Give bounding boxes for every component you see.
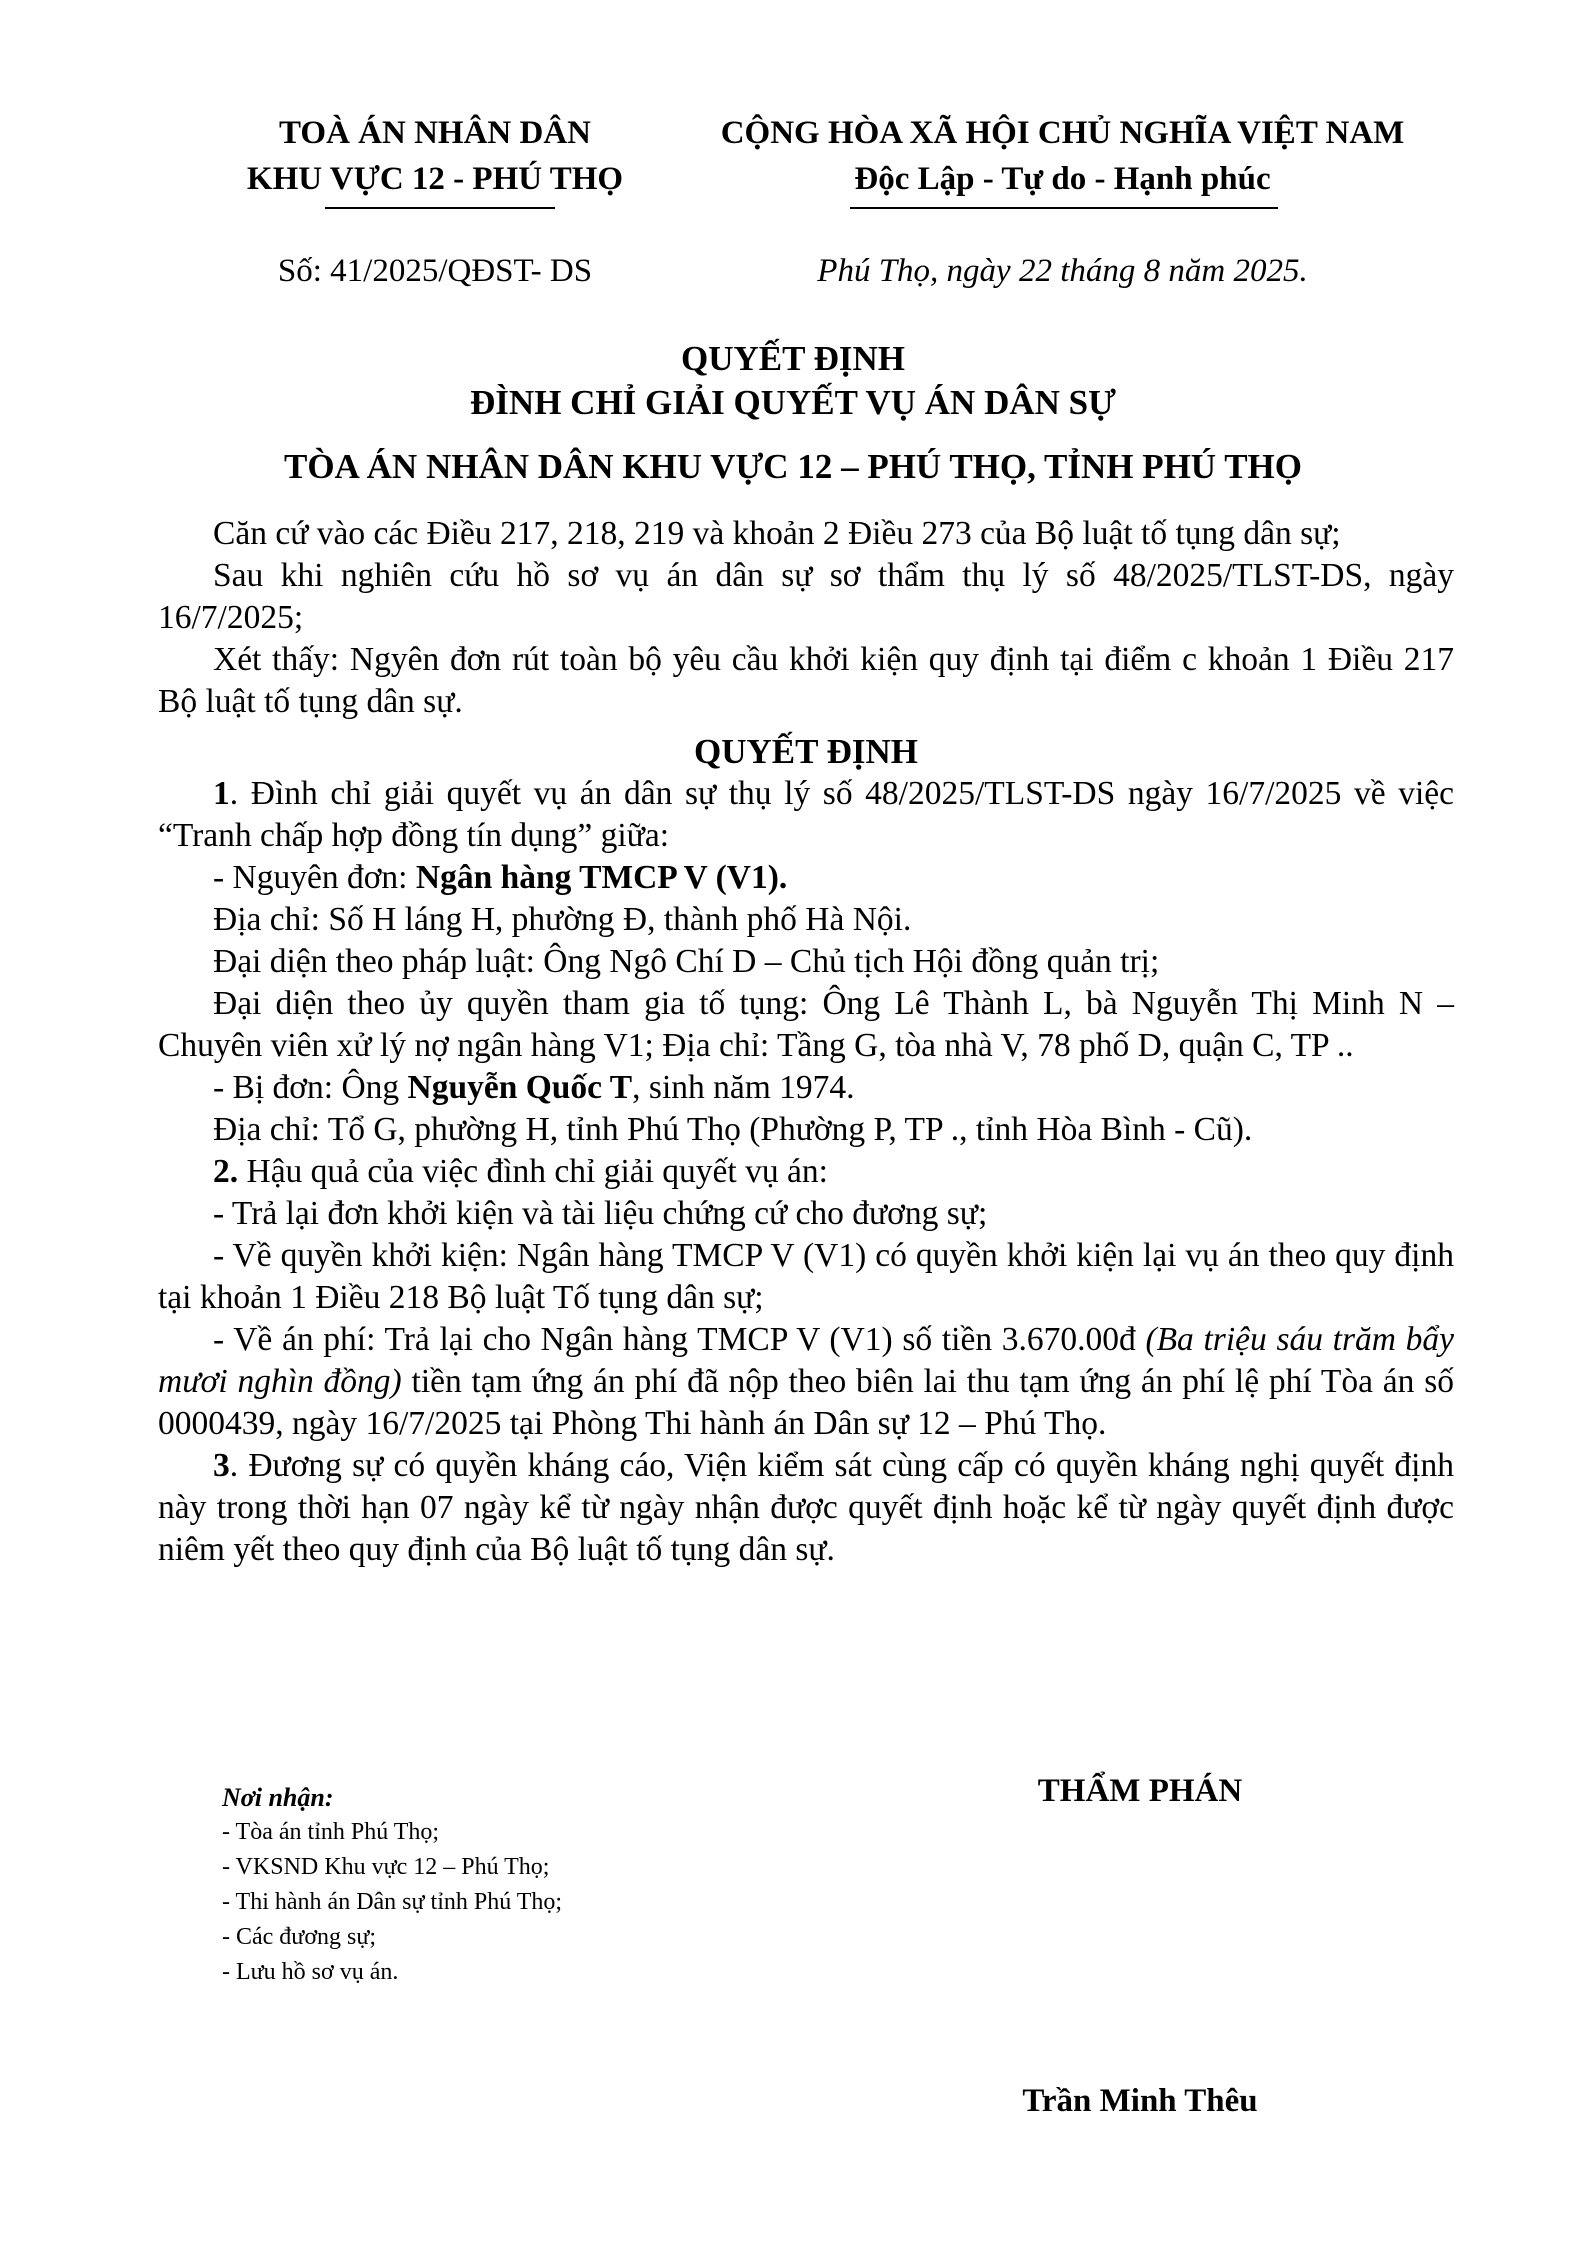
document-number: Số: 41/2025/QĐST- DS: [277, 253, 593, 289]
finding-paragraph: Xét thấy: Ngyên đơn rút toàn bộ yêu cầu khởi kiện quy định tại điểm c khoản 1 Điều 217 Bộ luật tố tụng dân sự.: [158, 641, 1454, 720]
plaintiff-line: [158, 857, 1454, 899]
recipients-block: [222, 1780, 822, 1990]
signer-title: THẨM PHÁN: [1037, 1773, 1243, 1809]
court-name-line2: KHU VỰC 12 - PHÚ THỌ: [246, 161, 624, 197]
plaintiff-legal-rep: Đại diện theo pháp luật: Ông Ngô Chí D – Chủ tịch Hội đồng quản trị;: [213, 943, 1160, 980]
decision-item-1: [158, 773, 1454, 857]
document-subtitle: ĐÌNH CHỈ GIẢI QUYẾT VỤ ÁN DÂN SỰ: [470, 383, 1116, 422]
plaintiff-authorized-rep: Đại diện theo ủy quyền tham gia tố tụng: Ông Lê Thành L, bà Nguyễn Thị Minh N – Chuyên viên xử lý nợ ngân hàng V1; Địa chỉ: Tầng G, tòa nhà V, 78 phố D, quận C, TP ..: [158, 985, 1454, 1064]
plaintiff-label: - Nguyên đơn:: [213, 859, 416, 896]
basis-paragraph: Căn cứ vào các Điều 217, 218, 219 và khoản 2 Điều 273 của Bộ luật tố tụng dân sự;: [213, 515, 1341, 552]
defendant-label: - Bị đơn: Ông: [213, 1069, 408, 1106]
country-name: CỘNG HÒA XÃ HỘI CHỦ NGHĨA VIỆT NAM: [720, 115, 1405, 151]
document-title: QUYẾT ĐỊNH: [681, 339, 905, 378]
national-header: [690, 110, 1435, 202]
fee-amount-words: (Ba triệu sáu trăm bẩy mươi nghìn đồng): [158, 1321, 1454, 1400]
issuing-court: TÒA ÁN NHÂN DÂN KHU VỰC 12 – PHÚ THỌ, TỈNH PHÚ THỌ: [283, 447, 1302, 486]
court-underline: [325, 207, 555, 209]
decision-heading: QUYẾT ĐỊNH: [694, 732, 918, 771]
item-text: . Đương sự có quyền kháng cáo, Viện kiểm sát cùng cấp có quyền kháng nghị quyết định này trong thời hạn 07 ngày kể từ ngày nhận được quyết định hoặc kể từ ngày quyết định được niêm yết theo quy định của Bộ luật tố tụng dân sự.: [158, 1447, 1454, 1568]
defendant-birth: , sinh năm 1974.: [632, 1069, 855, 1106]
recipient-item: - Thi hành án Dân sự tỉnh Phú Thọ;: [222, 1889, 563, 1915]
decision-item-3: [158, 1445, 1454, 1571]
defendant-name: Nguyễn Quốc T: [407, 1069, 633, 1106]
fee-text: - Về án phí: Trả lại cho Ngân hàng TMCP V (V1) số tiền 3.670.00đ: [213, 1321, 1146, 1358]
document-date: Phú Thọ, ngày 22 tháng 8 năm 2025.: [817, 253, 1308, 289]
national-motto: Độc Lập - Tự do - Hạnh phúc: [854, 161, 1271, 197]
recipient-item: - Tòa án tỉnh Phú Thọ;: [222, 1819, 440, 1845]
item-number: 1: [213, 775, 230, 812]
review-paragraph: Sau khi nghiên cứu hồ sơ vụ án dân sự sơ thẩm thụ lý số 48/2025/TLST-DS, ngày 16/7/2025;: [158, 557, 1454, 636]
motto-underline: [850, 207, 1278, 209]
item-number: 2.: [213, 1153, 239, 1190]
item-text: Hậu quả của việc đình chỉ giải quyết vụ án:: [238, 1153, 828, 1190]
recipient-item: - Lưu hồ sơ vụ án.: [222, 1959, 399, 1985]
signer-name: Trần Minh Thêu: [1022, 2083, 1258, 2119]
recipient-item: - VKSND Khu vực 12 – Phú Thọ;: [222, 1854, 550, 1880]
decision-item-2: [158, 1151, 1454, 1193]
plaintiff-name: Ngân hàng TMCP V (V1).: [415, 859, 788, 896]
item-text: . Đình chỉ giải quyết vụ án dân sự thụ lý số 48/2025/TLST-DS ngày 16/7/2025 về việc “Tranh chấp hợp đồng tín dụng” giữa:: [158, 775, 1454, 854]
recipient-item: - Các đương sự;: [222, 1924, 377, 1950]
consequence-court-fee: [158, 1319, 1454, 1445]
item-number: 3: [213, 1447, 230, 1484]
fee-details: tiền tạm ứng án phí đã nộp theo biên lai thu tạm ứng án phí lệ phí Tòa án số 0000439, ngày 16/7/2025 tại Phòng Thi hành án Dân sự 12 – Phú Thọ.: [158, 1363, 1454, 1442]
consequence-right-to-sue: - Về quyền khởi kiện: Ngân hàng TMCP V (V1) có quyền khởi kiện lại vụ án theo quy định tại khoản 1 Điều 218 Bộ luật Tố tụng dân sự;: [158, 1237, 1454, 1316]
document-body: [158, 513, 1454, 1571]
defendant-line: [158, 1067, 1454, 1109]
plaintiff-address: Địa chỉ: Số H láng H, phường Đ, thành phố Hà Nội.: [213, 901, 912, 938]
defendant-address: Địa chỉ: Tổ G, phường H, tỉnh Phú Thọ (Phường P, TP ., tỉnh Hòa Bình - Cũ).: [213, 1111, 1253, 1148]
recipients-title: Nơi nhận:: [222, 1783, 334, 1812]
consequence-documents: - Trả lại đơn khởi kiện và tài liệu chứng cứ cho đương sự;: [213, 1195, 988, 1232]
court-name-line1: TOÀ ÁN NHÂN DÂN: [279, 115, 591, 151]
court-header: [200, 110, 670, 202]
